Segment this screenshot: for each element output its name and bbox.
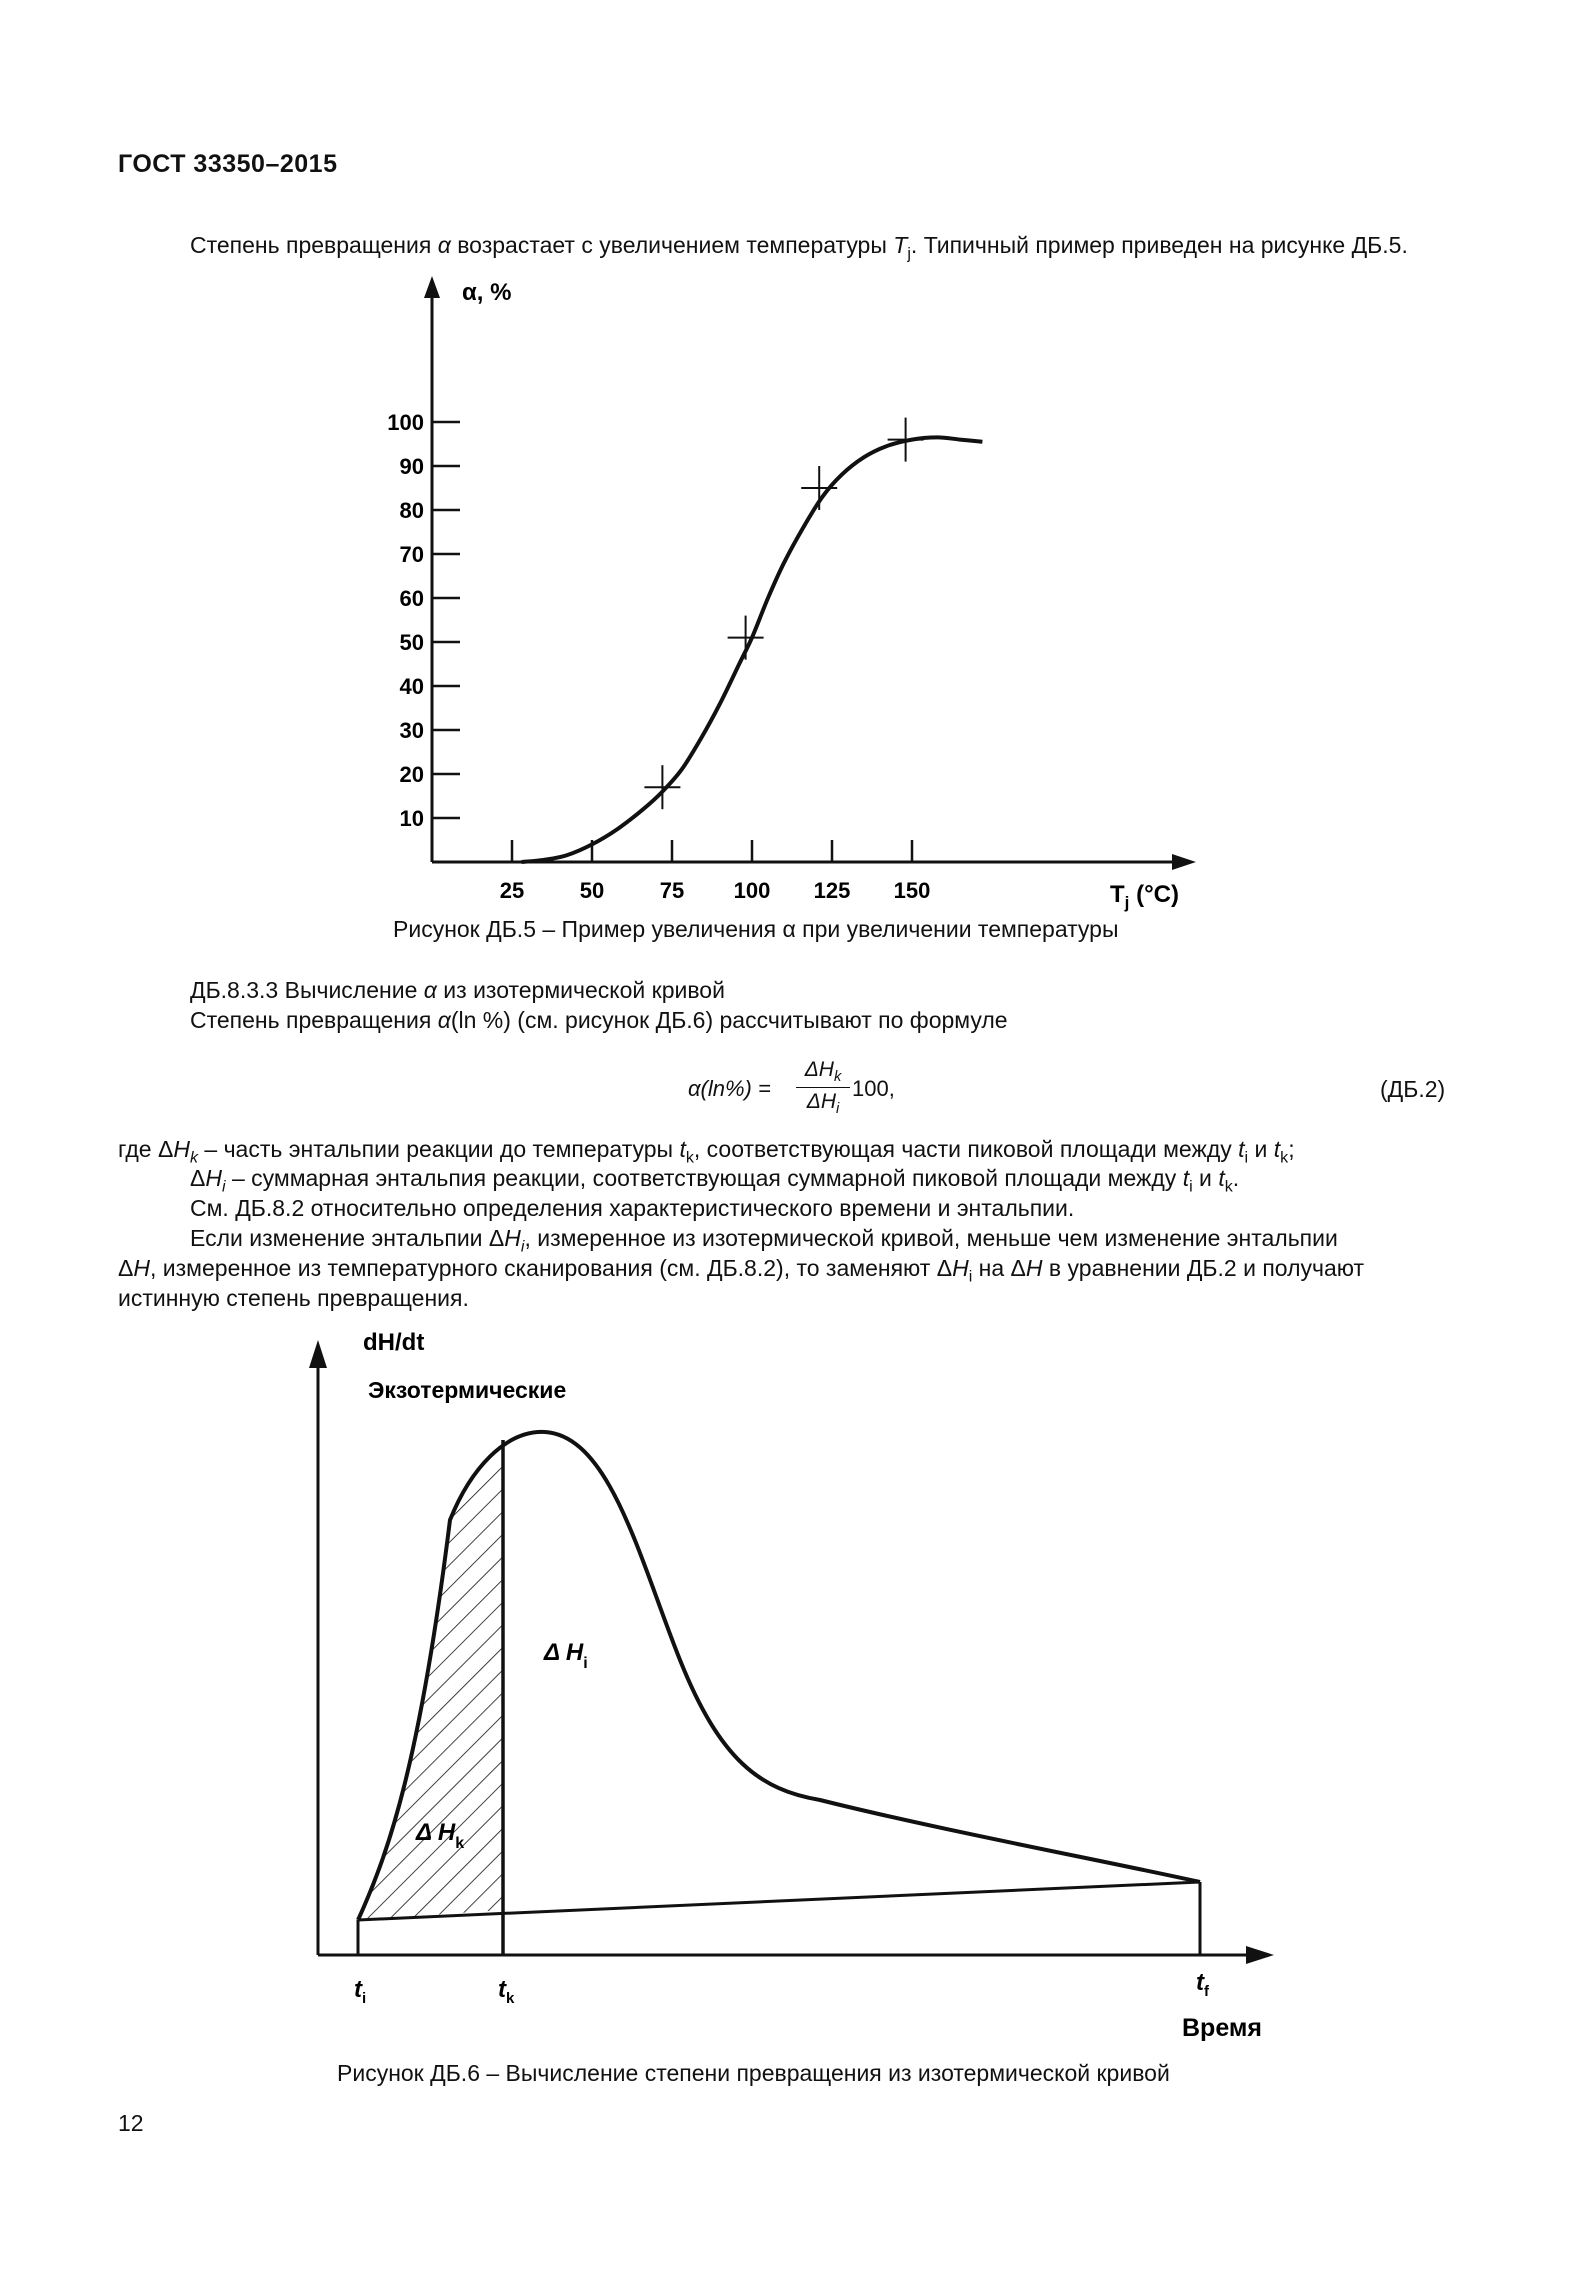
fig5-marker-2 — [801, 466, 837, 510]
where-l5-b: , измеренное из температурного сканирования (см. ДБ.8.2), то заменяют Δ — [150, 1255, 953, 1281]
fig6-note: Экзотермические — [368, 1377, 567, 1403]
formula-fraction — [796, 1058, 850, 1117]
where-l1-and: и — [1248, 1136, 1274, 1162]
fig5-y-tick-label-10: 10 — [399, 806, 424, 831]
where-l1-k: k — [189, 1148, 198, 1167]
where-line-6: истинную степень превращения. — [118, 1285, 469, 1311]
where-l2-b: – суммарная энтальпия реакции, соответствующая суммарной пиковой площади между — [225, 1165, 1183, 1191]
formula-den-sub: i — [836, 1101, 840, 1118]
where-l2-a: Δ — [190, 1165, 206, 1191]
section-line2-a: Степень превращения — [190, 1007, 438, 1033]
section-line2-b: (ln %) (см. рисунок ДБ.6) рассчитывают по формуле — [450, 1007, 1008, 1033]
where-l2-t1s: i — [1189, 1177, 1193, 1196]
where-l5-H2: H — [952, 1255, 969, 1281]
intro-T-sub: j — [907, 244, 911, 263]
where-l1-ti: i — [1244, 1148, 1249, 1167]
where-l2-t2s: k — [1224, 1177, 1233, 1196]
section-line2-alpha: α — [437, 1007, 451, 1033]
where-l2-t2: t — [1218, 1165, 1225, 1191]
fig6-tk-label — [498, 1976, 515, 2007]
where-l5-c: на Δ — [972, 1255, 1026, 1281]
where-l1-ti-t: t — [1238, 1136, 1245, 1162]
fig6-dHk-sub: k — [455, 1835, 465, 1852]
figure6-caption: Рисунок ДБ.6 – Вычисление степени превращения из изотермической кривой — [337, 2060, 1170, 2086]
fig5-xlabel-unit: (°C) — [1129, 881, 1179, 908]
where-l5-H3: H — [1025, 1255, 1043, 1281]
where-l4-i: i — [520, 1237, 525, 1256]
fig5-x-tick-label-25: 25 — [499, 878, 525, 903]
section-heading-alpha: α — [423, 977, 437, 1003]
fig5-y-tick-label-100: 100 — [387, 410, 424, 435]
where-l5-a: Δ — [118, 1255, 134, 1281]
fig6-tk-sub: k — [506, 1990, 515, 2007]
page-number: 12 — [118, 2110, 144, 2136]
fig5-curve — [522, 437, 983, 862]
where-l4-b: , измеренное из изотермической кривой, меньше чем изменение энтальпии — [524, 1225, 1338, 1251]
where-l4-a: Если изменение энтальпии Δ — [190, 1225, 505, 1251]
section-heading — [190, 975, 725, 1005]
section-heading-rest: из изотермической кривой — [436, 977, 725, 1003]
formula-numerator — [796, 1058, 850, 1088]
fig5-ylabel: α, % — [462, 279, 512, 306]
where-l5-i: i — [968, 1267, 973, 1286]
fig5-x-tick-label-125: 125 — [813, 878, 851, 903]
fig5-y-tick-label-40: 40 — [399, 674, 424, 699]
fig5-y-tick-label-50: 50 — [399, 630, 424, 655]
intro-prefix: Степень превращения — [190, 232, 438, 258]
where-l2-i: i — [222, 1177, 226, 1196]
fig5-y-arrow — [424, 276, 440, 298]
fig6-ti-main: t — [354, 1976, 362, 2003]
where-l1-b: – часть энтальпии реакции до температуры — [198, 1136, 680, 1162]
fig5-markers — [644, 418, 923, 810]
where-line-3: См. ДБ.8.2 относительно определения характеристического времени и энтальпии. — [190, 1195, 1075, 1221]
fig5-x-tick-label-50: 50 — [579, 878, 605, 903]
fig5-x-tick-label-150: 150 — [893, 878, 931, 903]
fig5-y-tick-label-90: 90 — [399, 454, 424, 479]
fig5-x-arrow — [1172, 854, 1196, 870]
fig6-tk-main: t — [498, 1976, 506, 2003]
document-header: ГОСТ 33350–2015 — [118, 150, 338, 178]
where-l5-H: H — [133, 1255, 150, 1281]
formula-den-main: ΔH — [806, 1090, 836, 1114]
where-l1-tk: k — [685, 1148, 694, 1167]
fig6-ti-sub: i — [362, 1990, 367, 2007]
intro-suffix: . Типичный пример приведен на рисунке ДБ.5. — [910, 232, 1408, 258]
formula-tail: 100, — [852, 1076, 895, 1101]
fig5-y-tick-label-70: 70 — [399, 542, 424, 567]
fig5-y-tick-label-30: 30 — [399, 718, 424, 743]
fig5-xlabel — [1110, 881, 1179, 912]
where-l2-end: . — [1232, 1165, 1240, 1191]
fig5-x-ticks — [500, 840, 931, 903]
fig6-x-arrow — [1246, 1946, 1274, 1964]
where-l2-and: и — [1192, 1165, 1219, 1191]
where-l5-d: в уравнении ДБ.2 и получают — [1042, 1255, 1365, 1281]
fig5-y-tick-label-60: 60 — [399, 586, 424, 611]
formula-num-sub: k — [833, 1069, 842, 1086]
fig5-y-ticks — [387, 410, 460, 831]
fig6-dHi-main: Δ H — [544, 1639, 584, 1666]
where-l1-a: где Δ — [118, 1136, 174, 1162]
formula-eq-number: (ДБ.2) — [1380, 1076, 1446, 1102]
where-l1-tk2-t: t — [1273, 1136, 1281, 1162]
section-heading-num: ДБ.8.3.3 Вычисление — [190, 977, 424, 1003]
figure5-caption: Рисунок ДБ.5 – Пример увеличения α при увеличении температуры — [393, 916, 1119, 942]
fig6-y-arrow — [309, 1340, 327, 1368]
fig6-xlabel: Время — [1182, 2014, 1262, 2042]
where-l1-end: ; — [1288, 1136, 1295, 1162]
where-l1-tk2: k — [1280, 1148, 1289, 1167]
where-l1-c: , соответствующая части пиковой площади между — [693, 1136, 1239, 1162]
fig5-y-tick-label-80: 80 — [399, 498, 424, 523]
intro-T: T — [893, 232, 908, 258]
where-l4-H: H — [504, 1225, 521, 1251]
where-l1-t: t — [679, 1136, 686, 1162]
intro-alpha: α — [437, 232, 451, 258]
fig6-ylabel: dH/dt — [363, 1329, 425, 1356]
fig6-hatched-region — [358, 1445, 503, 1920]
fig6-tf-main: t — [1196, 1969, 1204, 1996]
fig6-dHi-sub: i — [583, 1655, 588, 1672]
where-l2-t1: t — [1182, 1165, 1190, 1191]
fig5-x-tick-label-100: 100 — [733, 878, 771, 903]
formula-lhs: α(ln%) = — [688, 1076, 771, 1101]
where-l2-H: H — [205, 1165, 222, 1191]
fig5-x-tick-label-75: 75 — [659, 878, 685, 903]
fig5-xlabel-main: T — [1110, 881, 1125, 908]
formula-denominator — [796, 1088, 850, 1117]
section-line2 — [190, 1005, 1008, 1035]
fig6-tf-sub: f — [1204, 1983, 1209, 2000]
intro-middle: возрастает с увеличением температуры — [450, 232, 894, 258]
where-l1-H: H — [173, 1136, 190, 1162]
fig6-tf-label — [1196, 1969, 1210, 2000]
fig5-marker-3 — [888, 418, 924, 462]
formula-num-main: ΔH — [804, 1058, 834, 1081]
fig6-dHk-main: Δ H — [416, 1819, 456, 1846]
fig5-y-tick-label-20: 20 — [399, 762, 424, 787]
fig6-ti-label — [354, 1976, 366, 2007]
fig5-xlabel-sub: j — [1124, 893, 1130, 912]
fig6-dHi-label — [543, 1639, 588, 1672]
